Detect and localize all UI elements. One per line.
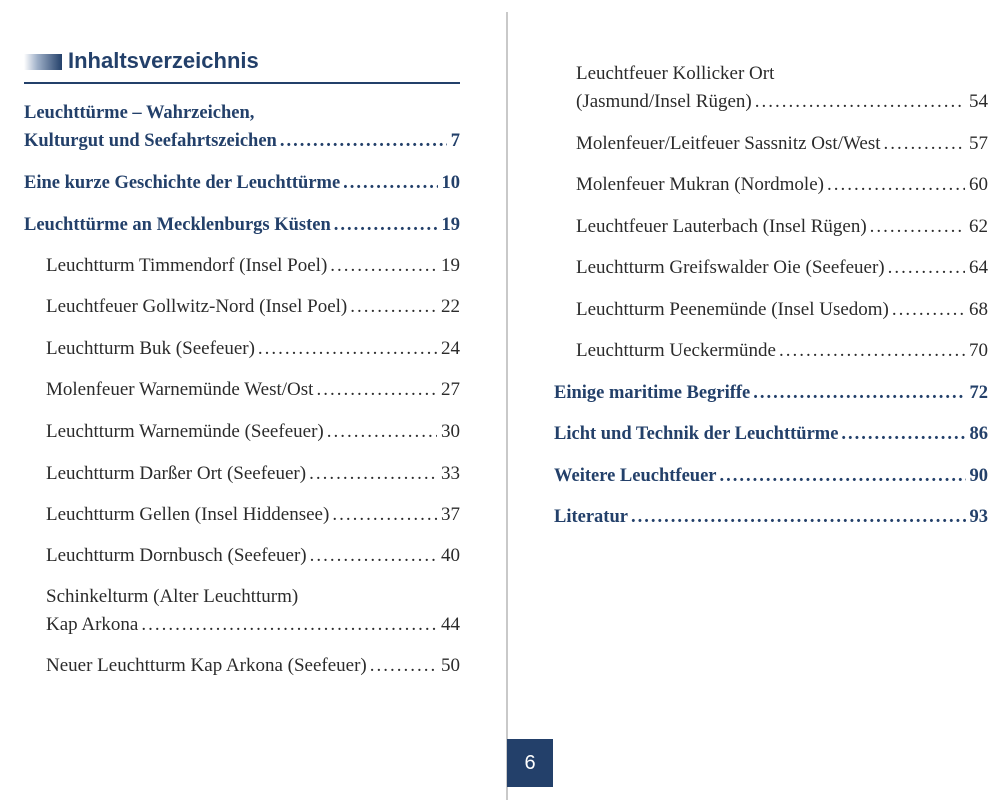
toc-section-entry[interactable] [576,338,988,364]
toc-entry-page: 57 [969,133,988,154]
toc-entry-page: 22 [441,296,460,317]
toc-entry-title: Leuchtturm Dornbusch (Seefeuer) [46,545,307,566]
toc-section-entry[interactable] [46,502,460,528]
toc-section-entry[interactable] [576,255,988,281]
toc-entry-page: 70 [969,340,988,361]
toc-entry-title: Leuchtturm Warnemünde (Seefeuer) [46,421,324,442]
toc-section-entry[interactable] [46,294,460,320]
toc-chapter-entry[interactable] [24,212,460,238]
toc-entry-title: Leuchtturm Greifswalder Oie (Seefeuer) [576,257,885,278]
toc-section-entry[interactable] [46,612,460,638]
toc-entry-page: 27 [441,379,460,400]
toc-section-entry[interactable] [46,653,460,679]
toc-entry-page: 50 [441,655,460,676]
toc-section-entry[interactable] [576,89,988,115]
toc-entry-title: Leuchtturm Gellen (Insel Hiddensee) [46,504,330,525]
toc-entry-title: Eine kurze Geschichte der Leuchttürme [24,173,341,193]
dot-leader [753,380,965,406]
toc-entry-page: 86 [969,424,988,444]
toc-section-entry[interactable] [576,297,988,323]
dot-leader [316,377,437,403]
dot-leader [332,502,437,528]
toc-section-entry[interactable] [576,131,988,157]
toc-section-entry[interactable] [46,253,460,279]
toc-entry-page: 7 [450,131,460,151]
toc-entry-page: 19 [441,255,460,276]
toc-section-entry[interactable] [46,377,460,403]
toc-entry-title: Molenfeuer/Leitfeuer Sassnitz Ost/West [576,133,881,154]
toc-entry-title: Leuchtturm Ueckermünde [576,340,776,361]
toc-entry-title: Leuchtfeuer Gollwitz-Nord (Insel Poel) [46,296,348,317]
dot-leader [310,543,437,569]
toc-entry-first-line: Leuchtfeuer Kollicker Ort [576,63,775,84]
toc-entry-page: 62 [969,216,988,237]
toc-chapter-entry[interactable] [554,380,988,406]
toc-entry-title: (Jasmund/Insel Rügen) [576,91,752,112]
toc-chapter-entry[interactable] [24,128,460,154]
toc-entry-page: 10 [441,173,460,193]
dot-leader [870,214,965,240]
dot-leader [327,419,437,445]
dot-leader [309,461,437,487]
toc-chapter-entry[interactable] [554,463,988,489]
toc-entry-page: 72 [969,383,988,403]
toc-section-entry[interactable] [46,543,460,569]
dot-leader [280,128,447,154]
toc-entry-title: Leuchtturm Timmendorf (Insel Poel) [46,255,328,276]
page-number-badge [507,739,553,787]
dot-leader [350,294,437,320]
toc-entry-title: Einige maritime Begriffe [554,383,751,403]
toc-entry-title: Molenfeuer Warnemünde West/Ost [46,379,314,400]
toc-entry-first-line: Leuchttürme – Wahrzeichen, [24,103,255,123]
dot-leader [841,421,965,447]
dot-leader [888,255,965,281]
toc-entry-page: 19 [441,215,460,235]
toc-entry-page: 40 [441,545,460,566]
page-spine [506,12,508,800]
dot-leader [755,89,965,115]
toc-entry-page: 93 [969,507,988,527]
dot-leader [720,463,966,489]
toc-entry-title: Kap Arkona [46,614,139,635]
dot-leader [343,170,437,196]
toc-heading [24,46,460,84]
toc-entry-page: 44 [441,614,460,635]
toc-entry-title: Leuchttürme an Mecklenburgs Küsten [24,215,331,235]
toc-entry-title: Kulturgut und Seefahrtszeichen [24,131,277,151]
dot-leader [631,504,966,530]
dot-leader [892,297,965,323]
toc-entry-title: Leuchtfeuer Lauterbach (Insel Rügen) [576,216,867,237]
heading-accent-bar [24,54,62,70]
dot-leader [779,338,965,364]
page-number: 6 [524,751,536,774]
dot-leader [258,336,437,362]
toc-entry-title: Weitere Leuchtfeuer [554,466,717,486]
toc-entry-page: 30 [441,421,460,442]
toc-entry-first-line: Schinkelturm (Alter Leuchtturm) [46,586,299,607]
toc-entry-title: Leuchtturm Buk (Seefeuer) [46,338,255,359]
toc-section-entry[interactable] [46,461,460,487]
toc-entry-title: Leuchtturm Darßer Ort (Seefeuer) [46,463,307,484]
dot-leader [370,653,437,679]
toc-entry-title: Leuchtturm Peenemünde (Insel Usedom) [576,299,889,320]
dot-leader [827,172,965,198]
toc-section-entry[interactable] [576,214,988,240]
toc-chapter-entry[interactable] [554,504,988,530]
toc-entry-title: Licht und Technik der Leuchttürme [554,424,839,444]
toc-entry-page: 90 [969,466,988,486]
toc-entry-page: 24 [441,338,460,359]
dot-leader [884,131,966,157]
dot-leader [141,612,437,638]
toc-entry-title: Molenfeuer Mukran (Nordmole) [576,174,824,195]
dot-leader [334,212,438,238]
toc-entry-page: 60 [969,174,988,195]
dot-leader [330,253,437,279]
toc-entry-title: Neuer Leuchtturm Kap Arkona (Seefeuer) [46,655,367,676]
toc-entry-page: 33 [441,463,460,484]
toc-entry-page: 64 [969,257,988,278]
toc-entry-page: 68 [969,299,988,320]
toc-entry-title: Literatur [554,507,628,527]
heading-title: Inhaltsverzeichnis [68,48,259,73]
toc-chapter-entry[interactable] [554,421,988,447]
toc-entry-page: 54 [969,91,988,112]
toc-chapter-entry[interactable] [24,170,460,196]
toc-entry-page: 37 [441,504,460,525]
toc-section-entry[interactable] [576,172,988,198]
toc-section-entry[interactable] [46,419,460,445]
toc-section-entry[interactable] [46,336,460,362]
